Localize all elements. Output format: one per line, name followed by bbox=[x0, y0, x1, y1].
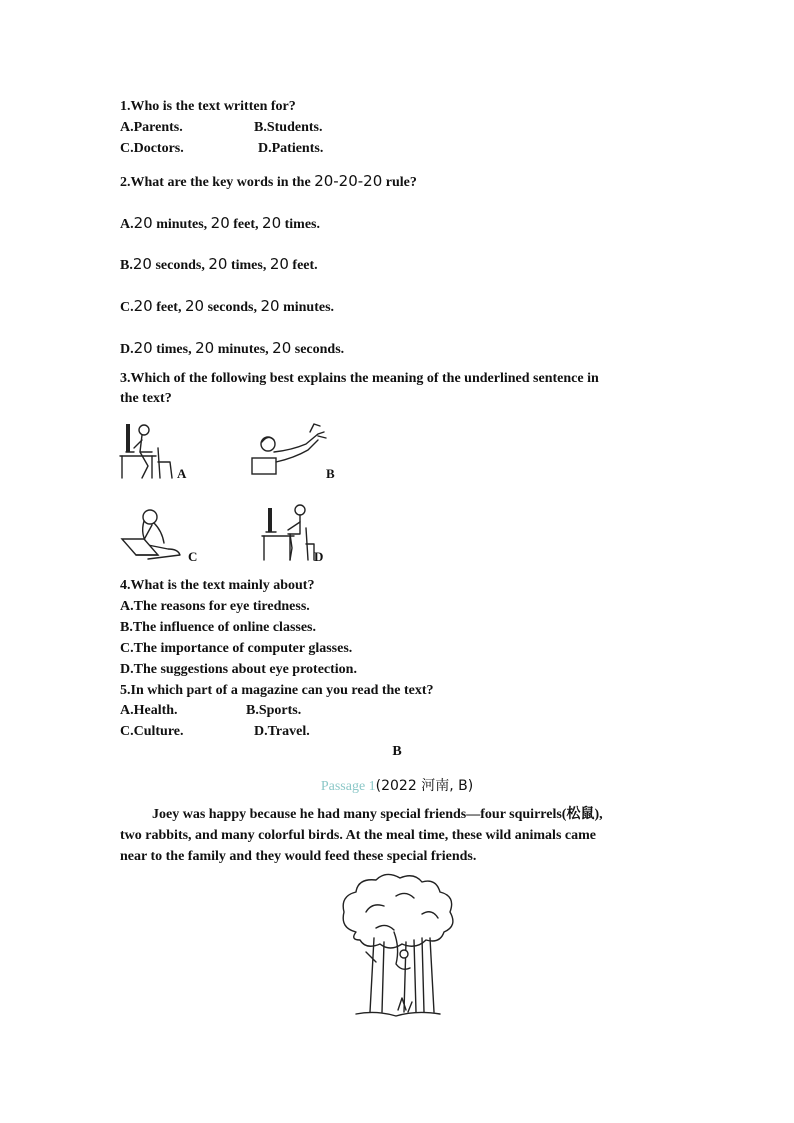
option-letter: C. bbox=[120, 300, 134, 315]
q1-option-d: D.Patients. bbox=[258, 141, 324, 156]
q5-option-a: A.Health. bbox=[120, 703, 178, 718]
option-text: seconds. bbox=[291, 342, 345, 357]
q2-option-b bbox=[120, 255, 318, 275]
picture-b-lying-with-laptop bbox=[248, 422, 330, 478]
option-number: 20 bbox=[184, 297, 205, 315]
option-text: times, bbox=[227, 258, 270, 273]
option-letter: B. bbox=[120, 258, 133, 273]
q5-option-c: C.Culture. bbox=[120, 724, 184, 739]
q1-option-c: C.Doctors. bbox=[120, 141, 184, 156]
q4-question: 4.What is the text mainly about? bbox=[120, 578, 315, 593]
passage-title: Passage 1 bbox=[320, 779, 376, 794]
option-number: 20 bbox=[132, 255, 152, 273]
picture-a-label: A bbox=[177, 466, 187, 481]
option-number: 20 bbox=[262, 214, 282, 232]
q5-option-b: B.Sports. bbox=[246, 703, 302, 718]
picture-d-sitting-at-desk bbox=[260, 500, 320, 562]
option-text: minutes, bbox=[214, 342, 273, 357]
q4-option-d: D.The suggestions about eye protection. bbox=[120, 662, 357, 677]
option-number: 20 bbox=[269, 255, 289, 273]
passage-line-1: Joey was happy because he had many special friends—four squirrels(松鼠), bbox=[152, 807, 603, 822]
q5-option-d: D.Travel. bbox=[254, 724, 310, 739]
option-number: 20 bbox=[210, 214, 230, 232]
picture-c-label: C bbox=[188, 549, 198, 564]
option-text: seconds, bbox=[204, 300, 261, 315]
option-text: feet, bbox=[152, 300, 185, 315]
picture-c-hunched-over-laptop bbox=[118, 505, 190, 563]
option-number: 20 bbox=[133, 297, 153, 315]
option-text: minutes. bbox=[279, 300, 335, 315]
option-letter: A. bbox=[120, 217, 134, 232]
option-number: 20 bbox=[133, 339, 153, 357]
q1-option-b: B.Students. bbox=[254, 120, 323, 135]
option-text: feet. bbox=[288, 258, 318, 273]
q5-question: 5.In which part of a magazine can you read the text? bbox=[120, 683, 434, 698]
option-text: minutes, bbox=[152, 217, 211, 232]
picture-a-upright-at-desk bbox=[118, 418, 180, 480]
picture-b-label: B bbox=[326, 466, 335, 481]
q2-question-text: 2.What are the key words in the bbox=[120, 175, 315, 190]
section-heading: B bbox=[392, 744, 402, 759]
q2-rule-number: 20-20-20 bbox=[314, 172, 383, 190]
passage-heading bbox=[0, 775, 794, 795]
q2-option-d bbox=[120, 339, 344, 359]
q3-question-line1: 3.Which of the following best explains the meaning of the underlined sentence in bbox=[120, 371, 599, 386]
q4-option-c: C.The importance of computer glasses. bbox=[120, 641, 353, 656]
q2-question bbox=[120, 172, 417, 192]
option-number: 20 bbox=[133, 214, 153, 232]
q2-option-a bbox=[120, 214, 320, 234]
option-text: times, bbox=[152, 342, 196, 357]
option-number: 20 bbox=[260, 297, 280, 315]
option-text: feet, bbox=[229, 217, 263, 232]
option-text: times. bbox=[281, 217, 321, 232]
q1-option-a: A.Parents. bbox=[120, 120, 183, 135]
passage-line-3: near to the family and they would feed these special friends. bbox=[120, 849, 477, 864]
passage-line-2: two rabbits, and many colorful birds. At the meal time, these wild animals came bbox=[120, 828, 596, 843]
q2-option-c bbox=[120, 297, 334, 317]
q4-option-b: B.The influence of online classes. bbox=[120, 620, 317, 635]
q1-question: 1.Who is the text written for? bbox=[120, 99, 296, 114]
q3-question-line2: the text? bbox=[120, 391, 172, 406]
q2-question-end: rule? bbox=[382, 175, 417, 190]
option-number: 20 bbox=[272, 339, 292, 357]
option-text: seconds, bbox=[151, 258, 209, 273]
option-number: 20 bbox=[195, 339, 215, 357]
option-letter: D. bbox=[120, 342, 134, 357]
q4-option-a: A.The reasons for eye tiredness. bbox=[120, 599, 310, 614]
passage-source: (2022 河南, B) bbox=[375, 778, 474, 794]
picture-d-label: D bbox=[314, 549, 324, 564]
trees-illustration bbox=[336, 872, 460, 1024]
option-number: 20 bbox=[208, 255, 228, 273]
